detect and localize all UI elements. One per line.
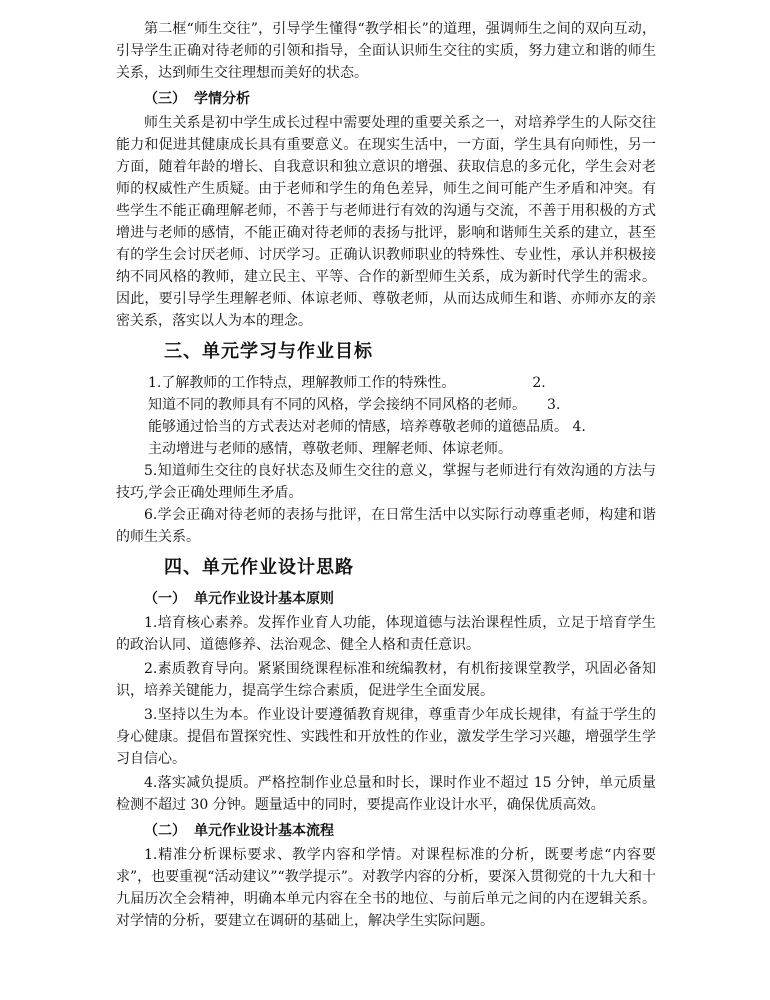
goals-list [116, 372, 656, 460]
subheading-title: 单元作业设计基本流程 [194, 823, 334, 839]
section-heading-design: 四、单元作业设计思路 [164, 557, 354, 578]
analysis-paragraph: 师生关系是初中学生成长过程中需要处理的重要关系之一，对培养学生的人际交往能力和促进其健康成长具有重要意义。在现实生活中，一方面，学生具有向师性，另一方面，随着年龄的增长、自我意识和独立意识的增强、获取信息的多元化，学生会对老师的权威性产生质疑。由于老师和学生的角色差异，师生之间可能产生矛盾和冲突。有些学生不能正确理解老师，不善于与老师进行有效的沟通与交流，不善于用积极的方式增进与老师的感情，不能正确对待老师的表扬与批评，影响和谐师生关系的建立，甚至有的学生会讨厌老师、讨厌学习。正确认识教师职业的特殊性、专业性，承认并积极接纳不同风格的教师，建立民主、平等、合作的新型师生关系，成为新时代学生的需求。因此，要引导学生理解老师、体谅老师、尊敬老师，从而达成师生和谐、亦师亦友的亲密关系，落实以人为本的理念。 [116, 115, 656, 329]
subheading-number: （一） [144, 591, 186, 607]
document-page [116, 18, 656, 932]
principle-item: 2.素质教育导向。紧紧围绕课程标准和统编教材，有机衔接课堂教学，巩固必备知识，培养关键能力，提高学生综合素质，促进学生全面发展。 [116, 661, 656, 699]
intro-paragraph: 第二框“师生交往”，引导学生懂得“教学相长”的道理，强调师生之间的双向互动，引导学生正确对待老师的引领和指导，全面认识师生交往的实质，努力建立和谐的师生关系，达到师生交往理想而美好的状态。 [116, 21, 656, 81]
goal-5: 5.知道师生交往的良好状态及师生交往的意义，掌握与老师进行有效沟通的方法与技巧,学会正确处理师生矛盾。 [116, 463, 656, 501]
principle-item: 1.培育核心素养。发挥作业育人功能，体现道德与法治课程性质，立足于培育学生的政治认同、道德修养、法治观念、健全人格和责任意识。 [116, 615, 656, 653]
subheading-process [116, 820, 656, 842]
subheading-learner-analysis [116, 88, 656, 110]
section-heading-goals: 三、单元学习与作业目标 [164, 341, 373, 362]
principle-item: 3.坚持以生为本。作业设计要遵循教育规律，尊重青少年成长规律，有益于学生的身心健康。提倡布置探究性、实践性和开放性的作业，激发学生学习兴趣，增强学生学习自信心。 [116, 707, 656, 767]
subheading-title: 单元作业设计基本原则 [194, 591, 334, 607]
subheading-title: 学情分析 [194, 91, 250, 107]
subheading-number: （二） [144, 823, 186, 839]
goal-line: 知道不同的教师具有不同的风格，学会接纳不同风格的老师。 3. [148, 397, 561, 413]
subheading-number: （三） [144, 91, 186, 107]
process-paragraph: 1.精准分析课标要求、教学内容和学情。对课程标准的分析，既要考虑“内容要求”，也要重视“活动建议”“教学提示”。对教学内容的分析，要深入贯彻党的十九大和十九届历次全会精神，明确本单元内容在全书的地位、与前后单元之间的内在逻辑关系。对学情的分析，要建立在调研的基础上，解决学生实际问题。 [116, 847, 656, 929]
principle-item: 4.落实减负提质。严格控制作业总量和时长，课时作业不超过 15 分钟，单元质量检测不超过 30 分钟。题量适中的同时，要提高作业设计水平，确保优质高效。 [116, 775, 656, 813]
goal-line: 1.了解教师的工作特点，理解教师工作的特殊性。 2. [148, 375, 546, 391]
goal-line: 主动增进与老师的感情，尊敬老师、理解老师、体谅老师。 [148, 441, 512, 457]
subheading-principles [116, 588, 656, 610]
goal-6: 6.学会正确对待老师的表扬与批评，在日常生活中以实际行动尊重老师，构建和谐的师生关系。 [116, 507, 656, 545]
goal-line: 能够通过恰当的方式表达对老师的情感，培养尊敬老师的道德品质。 4. [148, 419, 586, 435]
